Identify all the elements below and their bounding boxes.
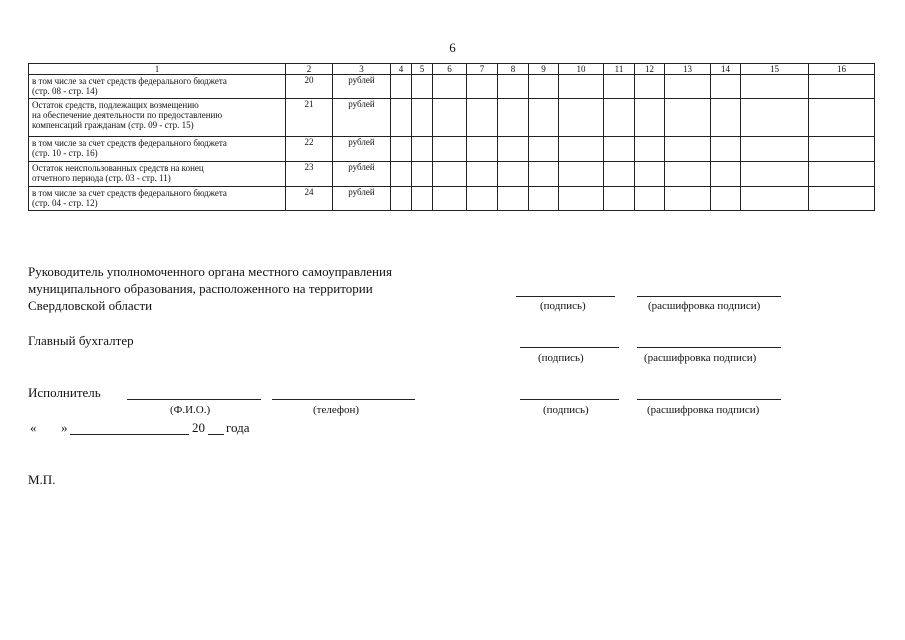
empty-value-cell <box>635 75 665 99</box>
fio-line <box>127 399 261 400</box>
empty-value-cell <box>391 137 412 162</box>
table-row <box>29 75 875 99</box>
empty-value-cell <box>809 162 875 187</box>
empty-value-cell <box>498 75 529 99</box>
column-number-header: 7 <box>467 64 498 75</box>
column-number-header: 8 <box>498 64 529 75</box>
date-open-quote: « <box>30 420 37 435</box>
empty-value-cell <box>559 137 604 162</box>
row-unit: рублей <box>333 137 391 162</box>
fio-caption: (Ф.И.О.) <box>170 404 211 416</box>
head-title-line-1: Руководитель уполномоченного органа местного самоуправления <box>28 264 392 279</box>
empty-value-cell <box>391 187 412 211</box>
row-description-line: в том числе за счет средств федерального бюджета <box>32 138 227 148</box>
table-header-row <box>29 64 875 75</box>
column-number-header: 6 <box>433 64 467 75</box>
empty-value-cell <box>412 99 433 137</box>
row-description-line: компенсаций гражданам (стр. 09 - стр. 15) <box>32 120 194 130</box>
empty-value-cell <box>711 187 741 211</box>
column-number-header: 10 <box>559 64 604 75</box>
empty-value-cell <box>498 187 529 211</box>
date-month-line <box>70 434 189 435</box>
stamp-place: М.П. <box>28 472 56 487</box>
empty-value-cell <box>559 162 604 187</box>
empty-value-cell <box>467 137 498 162</box>
empty-value-cell <box>604 137 635 162</box>
executor-sign-caption: (подпись) <box>543 404 589 416</box>
empty-value-cell <box>665 162 711 187</box>
empty-value-cell <box>635 137 665 162</box>
empty-value-cell <box>711 75 741 99</box>
empty-value-cell <box>604 99 635 137</box>
empty-value-cell <box>741 137 809 162</box>
row-description-line: на обеспечение деятельности по предоставлению <box>32 110 223 120</box>
empty-value-cell <box>391 99 412 137</box>
column-number-header: 15 <box>741 64 809 75</box>
row-description-line: (стр. 08 - стр. 14) <box>32 86 98 96</box>
report-table <box>28 63 875 211</box>
row-description-line: отчетного периода (стр. 03 - стр. 11) <box>32 173 171 183</box>
row-description-line: в том числе за счет средств федерального бюджета <box>32 188 227 198</box>
date-year-prefix: 20 <box>192 420 205 435</box>
row-unit: рублей <box>333 162 391 187</box>
empty-value-cell <box>529 187 559 211</box>
page-number: 6 <box>449 40 456 55</box>
empty-value-cell <box>741 75 809 99</box>
executor-decode-line <box>637 399 781 400</box>
empty-value-cell <box>665 187 711 211</box>
empty-value-cell <box>529 162 559 187</box>
empty-value-cell <box>635 162 665 187</box>
row-description <box>29 75 286 99</box>
phone-caption: (телефон) <box>313 404 360 416</box>
row-code: 22 <box>286 137 333 162</box>
table-row <box>29 99 875 137</box>
empty-value-cell <box>412 75 433 99</box>
empty-value-cell <box>467 187 498 211</box>
head-sign-line <box>516 296 615 297</box>
column-number-header: 3 <box>333 64 391 75</box>
empty-value-cell <box>498 137 529 162</box>
empty-value-cell <box>711 162 741 187</box>
empty-value-cell <box>412 162 433 187</box>
empty-value-cell <box>412 187 433 211</box>
empty-value-cell <box>635 187 665 211</box>
date-year-line <box>208 434 224 435</box>
empty-value-cell <box>498 99 529 137</box>
empty-value-cell <box>665 99 711 137</box>
executor-decode-caption: (расшифровка подписи) <box>647 404 760 416</box>
head-sign-caption: (подпись) <box>540 300 586 312</box>
row-description-line: Остаток средств, подлежащих возмещению <box>32 100 199 110</box>
head-decode-caption: (расшифровка подписи) <box>648 300 761 312</box>
empty-value-cell <box>433 137 467 162</box>
column-number-header: 14 <box>711 64 741 75</box>
empty-value-cell <box>529 137 559 162</box>
executor-sign-line <box>520 399 619 400</box>
empty-value-cell <box>711 99 741 137</box>
empty-value-cell <box>559 75 604 99</box>
column-number-header: 2 <box>286 64 333 75</box>
column-number-header: 16 <box>809 64 875 75</box>
empty-value-cell <box>809 99 875 137</box>
date-suffix: года <box>226 420 250 435</box>
row-description-line: Остаток неиспользованных средств на конец <box>32 163 204 173</box>
empty-value-cell <box>529 99 559 137</box>
row-description <box>29 99 286 137</box>
executor-label: Исполнитель <box>28 385 101 400</box>
empty-value-cell <box>467 75 498 99</box>
empty-value-cell <box>809 137 875 162</box>
head-title-line-3: Свердловской области <box>28 298 153 313</box>
row-description-line: (стр. 04 - стр. 12) <box>32 198 98 208</box>
column-number-header: 11 <box>604 64 635 75</box>
accountant-sign-line <box>520 347 619 348</box>
empty-value-cell <box>529 75 559 99</box>
empty-value-cell <box>604 75 635 99</box>
column-number-header: 9 <box>529 64 559 75</box>
empty-value-cell <box>412 137 433 162</box>
table-row <box>29 162 875 187</box>
row-description-line: (стр. 10 - стр. 16) <box>32 148 98 158</box>
row-code: 24 <box>286 187 333 211</box>
empty-value-cell <box>391 162 412 187</box>
column-number-header: 12 <box>635 64 665 75</box>
empty-value-cell <box>665 137 711 162</box>
empty-value-cell <box>604 162 635 187</box>
row-description <box>29 137 286 162</box>
row-description <box>29 187 286 211</box>
row-description <box>29 162 286 187</box>
empty-value-cell <box>467 99 498 137</box>
empty-value-cell <box>711 137 741 162</box>
empty-value-cell <box>433 162 467 187</box>
empty-value-cell <box>433 187 467 211</box>
column-number-header: 5 <box>412 64 433 75</box>
row-unit: рублей <box>333 75 391 99</box>
empty-value-cell <box>559 99 604 137</box>
accountant-decode-caption: (расшифровка подписи) <box>644 352 757 364</box>
table-row <box>29 187 875 211</box>
empty-value-cell <box>391 75 412 99</box>
empty-value-cell <box>604 187 635 211</box>
empty-value-cell <box>433 99 467 137</box>
empty-value-cell <box>433 75 467 99</box>
date-close-quote: » <box>61 420 68 435</box>
empty-value-cell <box>635 99 665 137</box>
row-unit: рублей <box>333 99 391 137</box>
row-code: 23 <box>286 162 333 187</box>
head-title-line-2: муниципального образования, расположенного на территории <box>28 281 373 296</box>
head-decode-line <box>637 296 781 297</box>
row-code: 21 <box>286 99 333 137</box>
empty-value-cell <box>809 187 875 211</box>
empty-value-cell <box>809 75 875 99</box>
accountant-decode-line <box>637 347 781 348</box>
row-unit: рублей <box>333 187 391 211</box>
empty-value-cell <box>741 162 809 187</box>
column-number-header: 13 <box>665 64 711 75</box>
empty-value-cell <box>741 187 809 211</box>
empty-value-cell <box>467 162 498 187</box>
table-row <box>29 137 875 162</box>
row-description-line: в том числе за счет средств федерального бюджета <box>32 76 227 86</box>
column-number-header: 1 <box>29 64 286 75</box>
accountant-label: Главный бухгалтер <box>28 333 134 348</box>
empty-value-cell <box>741 99 809 137</box>
empty-value-cell <box>665 75 711 99</box>
phone-line <box>272 399 415 400</box>
column-number-header: 4 <box>391 64 412 75</box>
row-code: 20 <box>286 75 333 99</box>
accountant-sign-caption: (подпись) <box>538 352 584 364</box>
empty-value-cell <box>559 187 604 211</box>
empty-value-cell <box>498 162 529 187</box>
